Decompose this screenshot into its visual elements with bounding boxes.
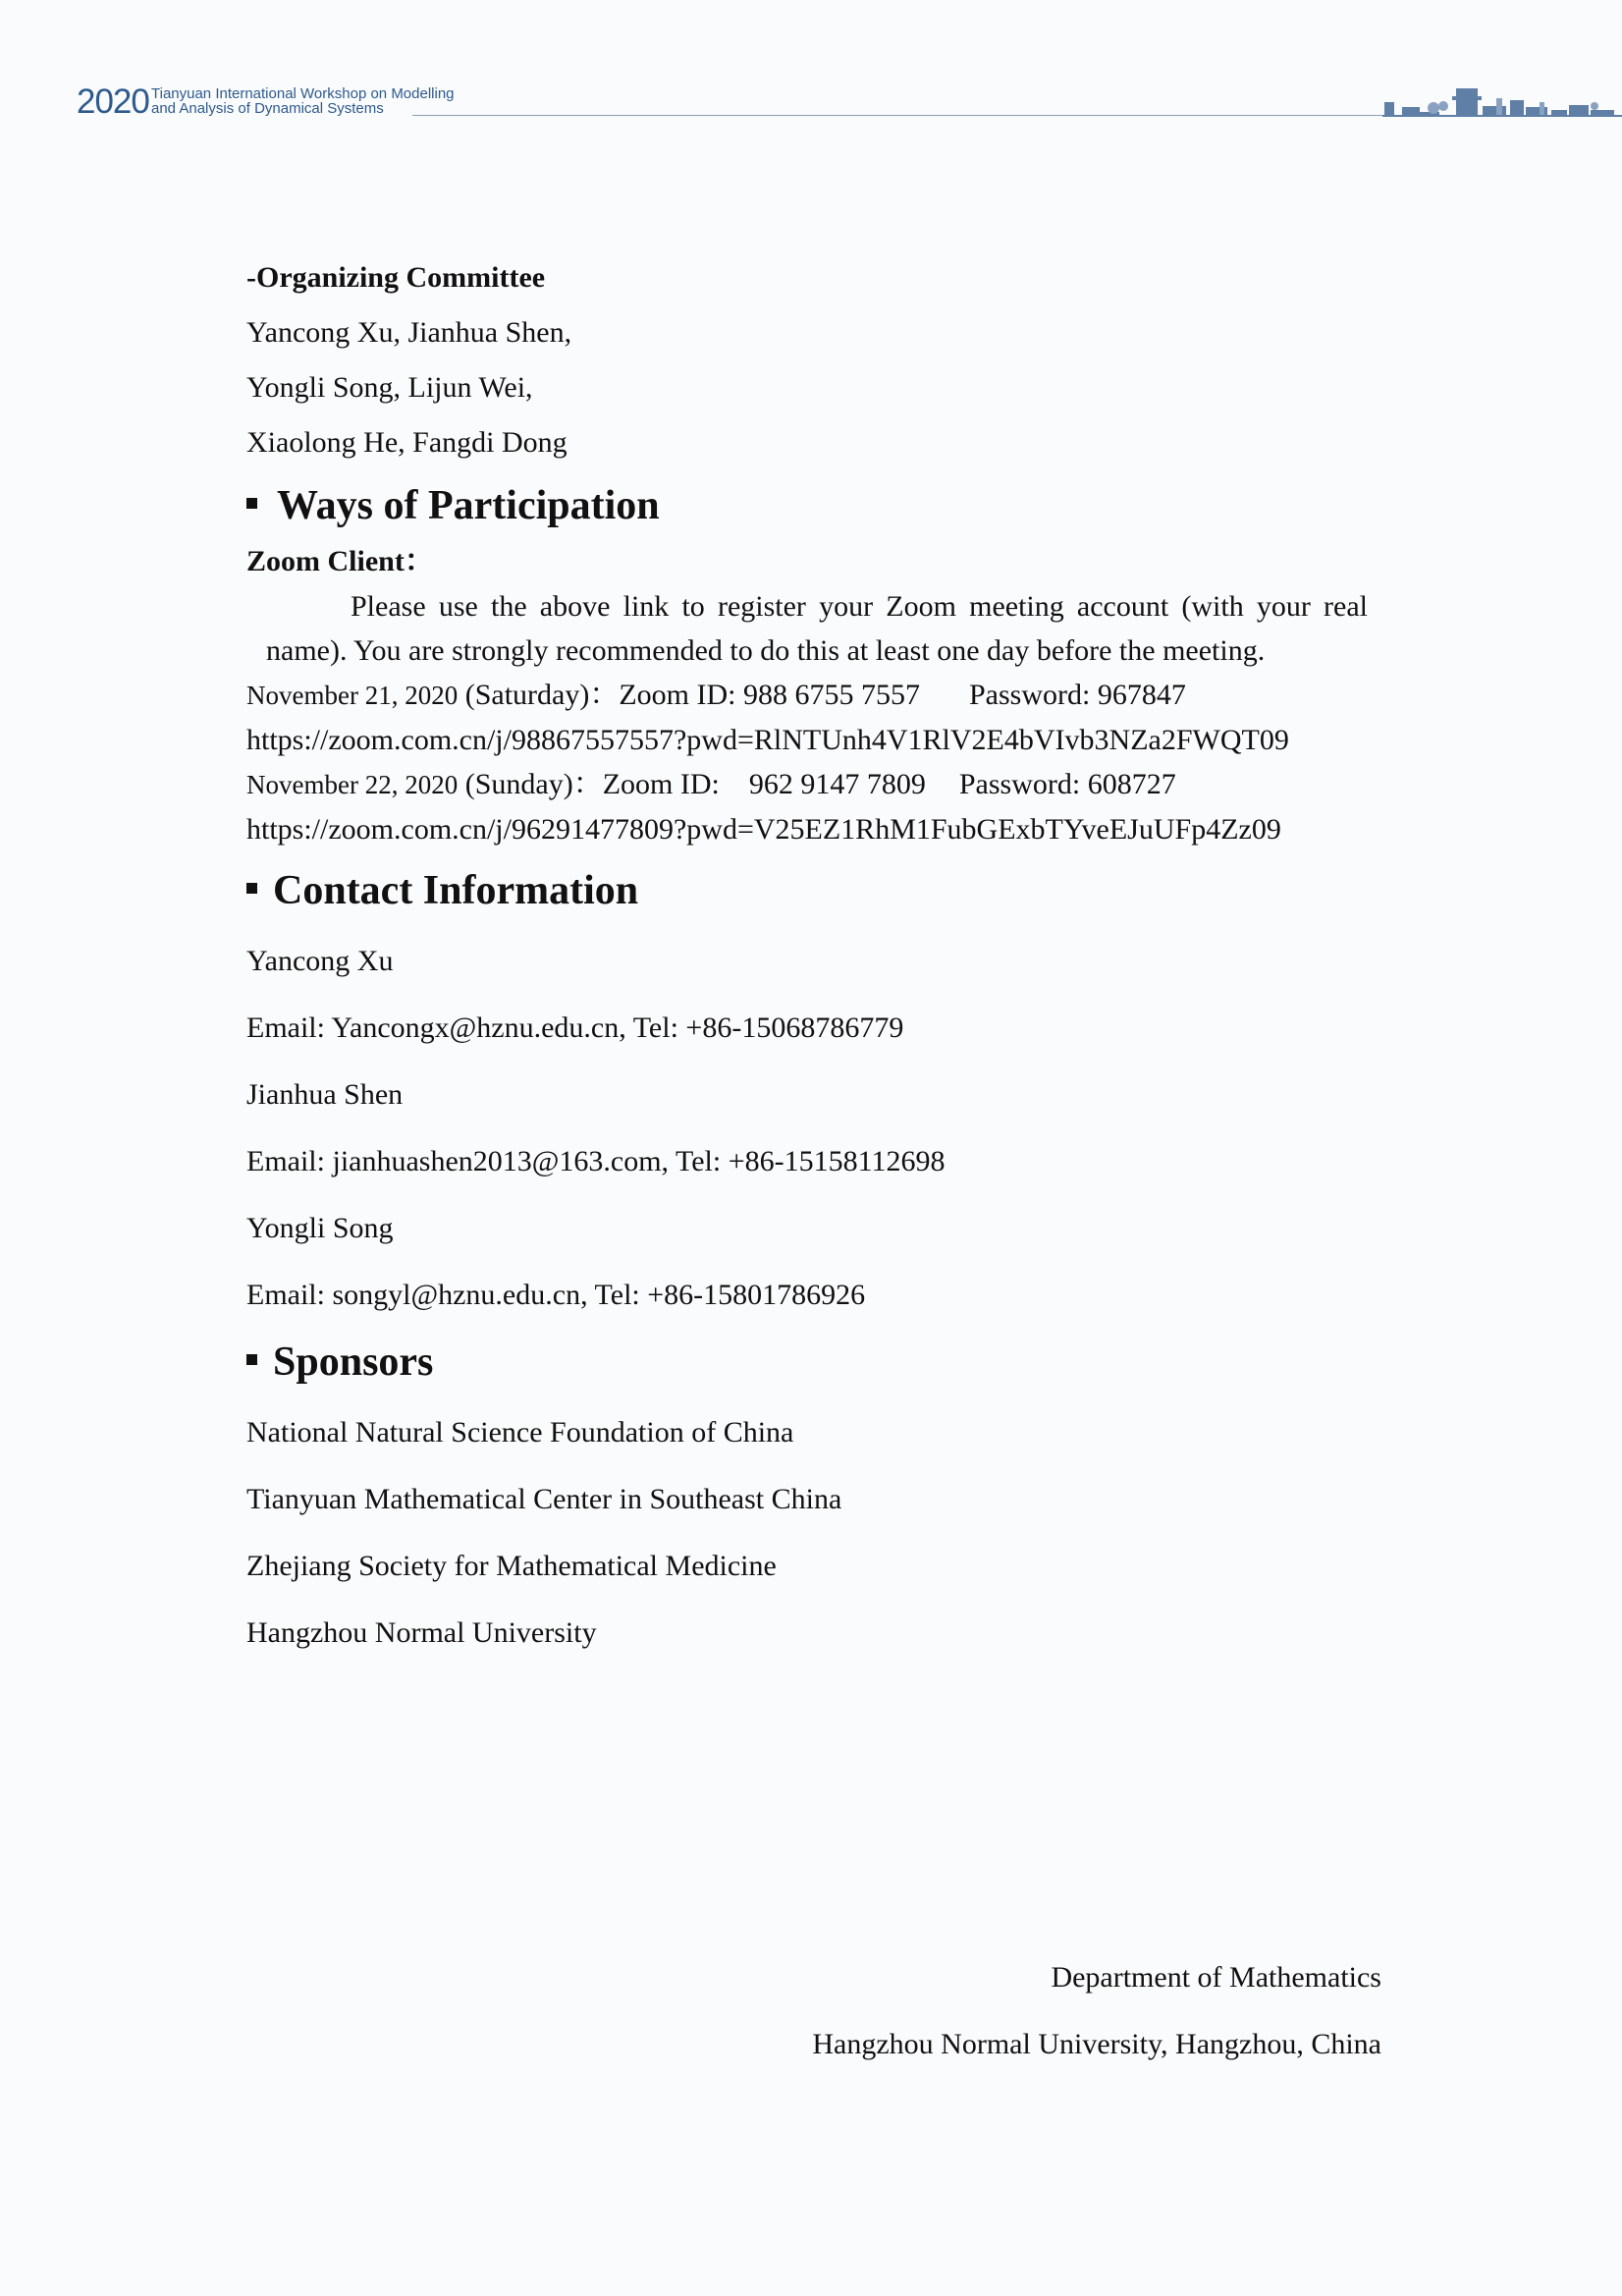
zoom-session-sunday xyxy=(246,762,1376,807)
zoom-session-saturday xyxy=(246,673,1376,718)
sponsor-item: Hangzhou Normal University xyxy=(246,1616,597,1649)
session-day: (Sunday)： xyxy=(458,768,603,800)
contact-name: Yongli Song xyxy=(246,1212,394,1244)
session-date: November 21, 2020 xyxy=(246,681,459,710)
organizing-committee-heading: -Organizing Committee xyxy=(246,261,546,294)
header-title-line-2: and Analysis of Dynamical Systems xyxy=(151,100,384,117)
contact-details: Email: jianhuashen2013@163.com, Tel: +86-15158112698 xyxy=(246,1145,946,1177)
participation-heading: Ways of Participation xyxy=(246,472,1376,539)
document-body xyxy=(246,250,1376,1667)
sponsors-heading: Sponsors xyxy=(246,1329,1376,1395)
session-password: Password: 608727 xyxy=(958,768,1176,800)
sponsor-item: National Natural Science Foundation of China xyxy=(246,1416,794,1449)
zoom-link-sunday[interactable]: https://zoom.com.cn/j/96291477809?pwd=V25EZ1RhM1FubGExbTYveEJuUFp4Zz09 xyxy=(246,813,1281,846)
contact-list xyxy=(246,928,1376,1329)
session-day: (Saturday)： xyxy=(458,679,620,711)
page-header xyxy=(77,81,1549,120)
square-bullet-icon xyxy=(246,498,257,509)
session-zoom-id: Zoom ID: 962 9147 7809 xyxy=(602,768,926,800)
footer-university: Hangzhou Normal University, Hangzhou, China xyxy=(812,2028,1381,2060)
header-year: 2020 xyxy=(77,82,149,121)
organizing-committee-line: Yongli Song, Lijun Wei, xyxy=(246,371,533,404)
session-zoom-id: Zoom ID: 988 6755 7557 xyxy=(619,679,920,711)
sponsors-list xyxy=(246,1399,1376,1667)
organizing-committee-line: Yancong Xu, Jianhua Shen, xyxy=(246,316,572,349)
square-bullet-icon xyxy=(246,1354,257,1365)
footer-department: Department of Mathematics xyxy=(1051,1961,1381,1994)
contact-name: Jianhua Shen xyxy=(246,1078,404,1111)
footer-signature xyxy=(812,1944,1381,2078)
square-bullet-icon xyxy=(246,883,257,894)
contact-details: Email: Yancongx@hznu.edu.cn, Tel: +86-15068786779 xyxy=(246,1011,904,1044)
zoom-link-saturday[interactable]: https://zoom.com.cn/j/98867557557?pwd=RlNTUnh4V1RlV2E4bVIvb3NZa2FWQT09 xyxy=(246,724,1289,756)
session-date: November 22, 2020 xyxy=(246,770,459,799)
participation-paragraph: Please use the above link to register your Zoom meeting account (with your real name). You are strongly recommended to do this at least one day before the meeting. xyxy=(266,590,1368,667)
contact-name: Yancong Xu xyxy=(246,945,394,977)
organizing-committee-line: Xiaolong He, Fangdi Dong xyxy=(246,426,568,459)
campus-skyline-icon xyxy=(1304,81,1622,120)
sponsor-item: Tianyuan Mathematical Center in Southeast China xyxy=(246,1483,842,1515)
header-title xyxy=(151,86,455,116)
zoom-client-label: Zoom Client： xyxy=(246,545,434,577)
contact-heading: Contact Information xyxy=(246,857,1376,924)
contact-details: Email: songyl@hznu.edu.cn, Tel: +86-15801786926 xyxy=(246,1279,866,1311)
session-password: Password: 967847 xyxy=(969,679,1186,711)
sponsor-item: Zhejiang Society for Mathematical Medicine xyxy=(246,1550,777,1582)
header-title-line-1: Tianyuan International Workshop on Modelling xyxy=(151,85,455,102)
